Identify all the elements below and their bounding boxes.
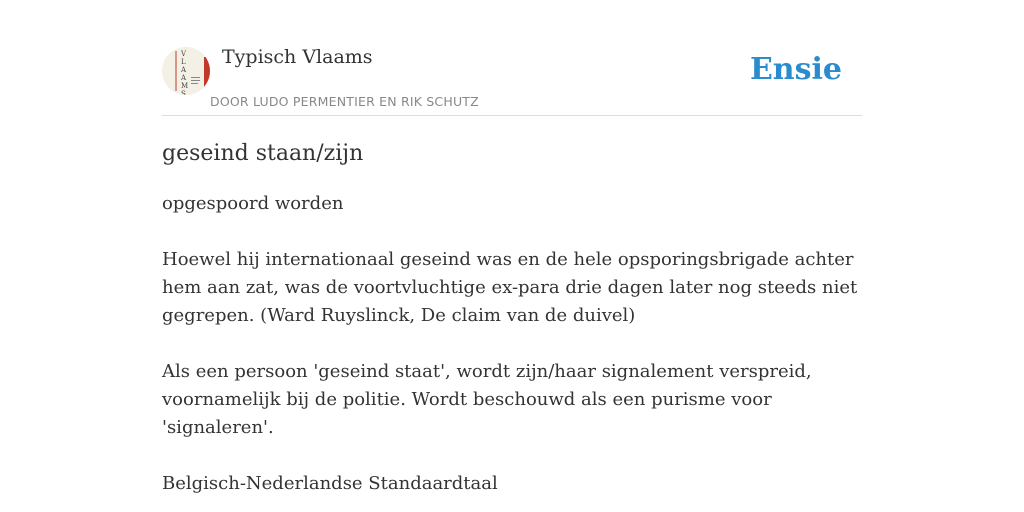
svg-text:S: S [181,90,186,95]
svg-text:L: L [181,58,186,66]
entry-content [162,138,862,498]
svg-text:V: V [181,50,187,58]
entry-term: geseind staan/zijn [162,141,364,166]
svg-text:A: A [181,74,187,82]
ensie-logo-link[interactable]: Ensie [749,52,842,87]
entry-example: Hoewel hij internationaal geseind was en de hele opsporingsbrigade achter hem aan zat, was de voortvluchtige ex-para drie dagen later nog steeds niet gegrepen. (Ward Ruyslinck, De claim van de duivel) [162,249,858,326]
entry-explanation: Als een persoon 'geseind staat', wordt zijn/haar signalement verspreid, voornamelijk bij de politie. Wordt beschouwd als een purisme voor 'signaleren'. [162,361,812,438]
entry-definition: opgespoord worden [162,193,344,214]
svg-text:A: A [181,66,187,74]
entry-category: Belgisch-Nederlandse Standaardtaal [162,473,498,494]
book-cover-icon[interactable] [162,47,210,95]
book-title[interactable]: Typisch Vlaams [222,46,373,68]
book-header [162,44,862,116]
book-authors: DOOR LUDO PERMENTIER EN RIK SCHUTZ [210,94,479,109]
svg-text:M: M [181,82,189,90]
